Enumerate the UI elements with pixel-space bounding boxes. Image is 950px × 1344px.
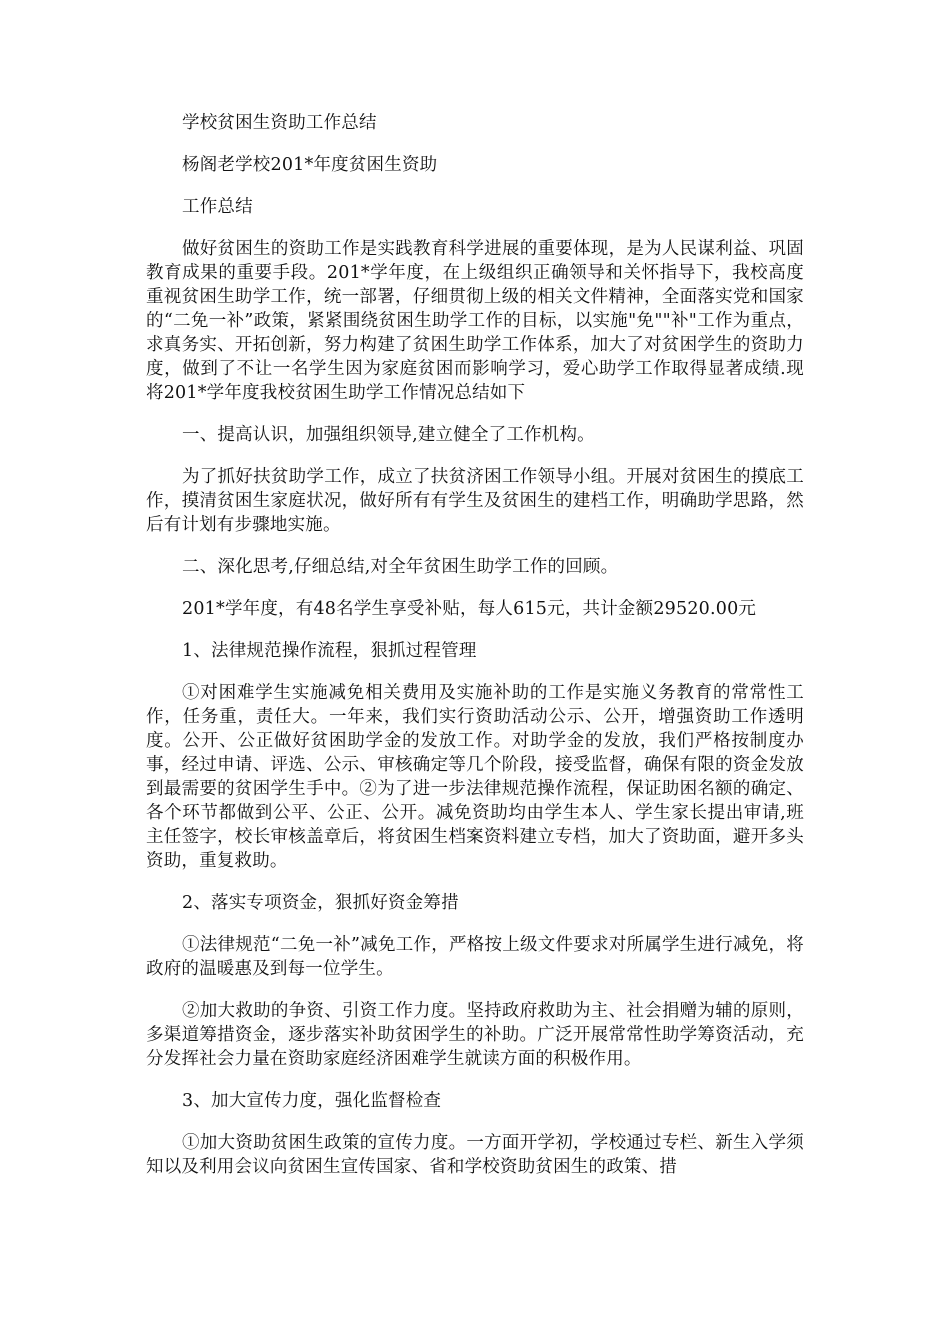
paragraph-organization: 为了抓好扶贫助学工作，成立了扶贫济困工作领导小组。开展对贫困生的摸底工作，摸清贫困生家庭状况，做好所有有学生及贫困生的建档工作，明确助学思路，然后有计划有步骤地实施。	[146, 467, 804, 535]
subsection-heading-3: 3、加大宣传力度，强化监督检查	[182, 1091, 442, 1111]
paragraph-fundraising: ②加大救助的争资、引资工作力度。坚持政府救助为主、社会捐赠为辅的原则，多渠道筹措资金，逐步落实补助贫困学生的补助。广泛开展常常性助学筹资活动，充分发挥社会力量在资助家庭经济困难学生就读方面的积极作用。	[146, 1001, 804, 1069]
document-subtitle-line-2: 工作总结	[182, 197, 253, 217]
paragraph-intro: 做好贫困生的资助工作是实践教育科学进展的重要体现，是为人民谋利益、巩固教育成果的重要手段。201*学年度，在上级组织正确领导和关怀指导下，我校高度重视贫困生助学工作，统一部署，仔细贯彻上级的相关文件精神，全面落实党和国家的“二免一补”政策，紧紧围绕贫困生助学工作的目标，以实施"免""补"工作为重点，求真务实、开拓创新，努力构建了贫困生助学工作体系，加大了对贫困学生的资助力度，做到了不让一名学生因为家庭贫困而影响学习，爱心助学工作取得显著成绩.现将201*学年度我校贫困生助学工作情况总结如下	[146, 239, 804, 403]
section-heading-2: 二、深化思考,仔细总结,对全年贫困生助学工作的回顾。	[182, 557, 619, 577]
paragraph-fee-exemption: ①法律规范“二免一补”减免工作，严格按上级文件要求对所属学生进行减免，将政府的温暖惠及到每一位学生。	[146, 935, 804, 979]
document-subtitle-line-1: 杨阁老学校201*年度贫困生资助	[182, 155, 438, 175]
paragraph-publicity: ①加大资助贫困生政策的宣传力度。一方面开学初，学校通过专栏、新生入学须知以及利用会议向贫困生宣传国家、省和学校资助贫困生的政策、措	[146, 1133, 804, 1177]
document-body	[146, 111, 804, 1179]
section-heading-1: 一、提高认识，加强组织领导,建立健全了工作机构。	[182, 425, 595, 445]
subsection-heading-1: 1、法律规范操作流程，狠抓过程管理	[182, 641, 477, 661]
subsection-heading-2: 2、落实专项资金，狠抓好资金筹措	[182, 893, 459, 913]
paragraph-process-management: ①对困难学生实施减免相关费用及实施补助的工作是实施义务教育的常常性工作，任务重，责任大。一年来，我们实行资助活动公示、公开，增强资助工作透明度。公开、公正做好贫困助学金的发放工作。对助学金的发放，我们严格按制度办事，经过申请、评选、公示、审核确定等几个阶段，接受监督，确保有限的资金发放到最需要的贫困学生手中。②为了进一步法律规范操作流程，保证助困名额的确定、各个环节都做到公平、公正、公开。减免资助均由学生本人、学生家长提出审请,班主任签字，校长审核盖章后，将贫困生档案资料建立专档，加大了资助面，避开多头资助，重复救助。	[146, 683, 804, 871]
document-title: 学校贫困生资助工作总结	[182, 113, 377, 133]
paragraph-subsidy-summary: 201*学年度，有48名学生享受补贴，每人615元，共计金额29520.00元	[182, 599, 757, 619]
